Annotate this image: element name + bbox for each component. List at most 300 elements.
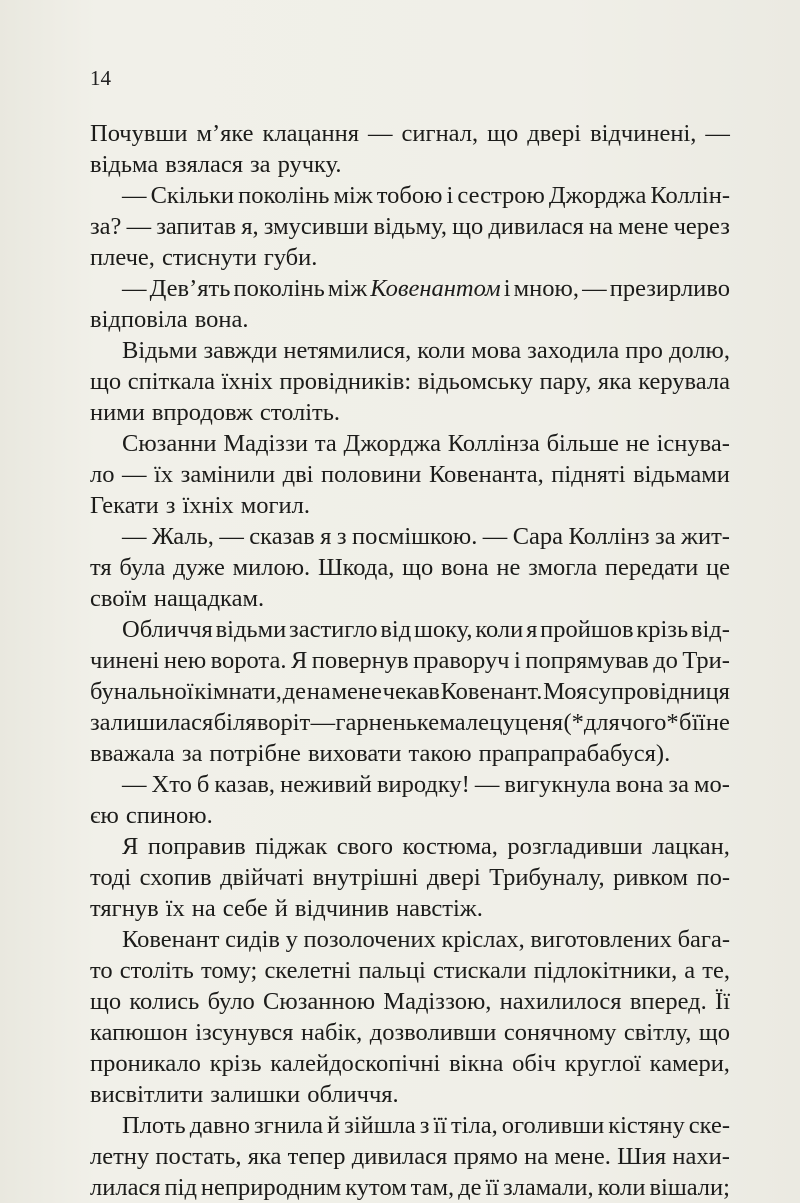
word: зійшла bbox=[344, 1112, 416, 1139]
word: і bbox=[513, 647, 521, 674]
word: впродовж bbox=[151, 399, 253, 426]
text-line bbox=[90, 335, 730, 366]
word: існува- bbox=[656, 430, 730, 457]
word: плече, bbox=[90, 244, 155, 271]
word: під bbox=[164, 1174, 197, 1201]
word: воріт bbox=[256, 709, 311, 736]
word: ними bbox=[90, 399, 145, 426]
word: попрямував bbox=[525, 647, 649, 674]
word: з bbox=[336, 523, 347, 550]
word: нащадкам. bbox=[153, 585, 265, 612]
word: посмішкою. bbox=[351, 523, 478, 550]
text-line bbox=[90, 738, 730, 769]
text-line bbox=[90, 180, 730, 211]
word: від bbox=[380, 616, 412, 643]
word: — bbox=[122, 275, 147, 302]
word: там, bbox=[410, 1174, 455, 1201]
word: я bbox=[320, 523, 332, 550]
text-line bbox=[90, 831, 730, 862]
text-line bbox=[90, 924, 730, 955]
word: нетямилися, bbox=[283, 337, 412, 364]
word: а bbox=[684, 957, 696, 984]
word: мале bbox=[439, 709, 489, 736]
word: оголивши bbox=[501, 1112, 605, 1139]
word: — bbox=[368, 120, 393, 147]
text-line bbox=[90, 893, 730, 924]
word: внутрішні bbox=[312, 864, 419, 891]
word: бунальної bbox=[90, 678, 194, 705]
word: і bbox=[503, 275, 511, 302]
word: ізсунувся bbox=[195, 1019, 294, 1046]
word: б bbox=[196, 771, 210, 798]
word: біля bbox=[213, 709, 257, 736]
word: кріслах, bbox=[441, 926, 525, 953]
word: за? bbox=[90, 213, 122, 240]
word: Шкода, bbox=[317, 554, 395, 581]
word: чого* bbox=[620, 709, 679, 736]
word: піджак bbox=[255, 833, 328, 860]
text-line bbox=[90, 211, 730, 242]
word: праворуч bbox=[413, 647, 510, 674]
word: тоді bbox=[90, 864, 132, 891]
word: Трибуналу, bbox=[489, 864, 605, 891]
word: такою bbox=[408, 740, 472, 767]
word: заходила bbox=[527, 337, 620, 364]
word: — bbox=[126, 213, 152, 240]
word: з bbox=[165, 492, 176, 519]
word: між bbox=[333, 182, 373, 209]
word: давно bbox=[189, 1112, 250, 1139]
word: Мадіззи bbox=[223, 430, 309, 457]
word: між bbox=[327, 275, 368, 302]
word: що bbox=[698, 1019, 730, 1046]
word: бага- bbox=[677, 926, 730, 953]
word: тобою bbox=[376, 182, 443, 209]
word: Хто bbox=[151, 771, 192, 798]
text-line bbox=[90, 614, 730, 645]
word: сидів bbox=[225, 926, 280, 953]
word: Шия bbox=[617, 1143, 667, 1170]
word: за bbox=[668, 771, 689, 798]
word: вікна bbox=[449, 1050, 504, 1077]
word: відповіла bbox=[90, 306, 188, 333]
text-line bbox=[90, 1172, 730, 1203]
word: поколінь bbox=[233, 275, 325, 302]
word: замінили bbox=[180, 461, 276, 488]
text-line bbox=[90, 707, 730, 738]
word: я, bbox=[241, 213, 259, 240]
word: сигнал, bbox=[401, 120, 479, 147]
word: камери, bbox=[649, 1050, 730, 1077]
word: тя bbox=[90, 554, 112, 581]
word: вона. bbox=[194, 306, 249, 333]
text-line bbox=[90, 862, 730, 893]
word: — bbox=[122, 523, 147, 550]
word: що bbox=[452, 213, 484, 240]
word: — bbox=[705, 120, 730, 147]
word: до bbox=[653, 647, 678, 674]
word: коли bbox=[417, 337, 466, 364]
word: навстіж. bbox=[395, 895, 483, 922]
word: могил. bbox=[240, 492, 310, 519]
word: — bbox=[310, 709, 336, 736]
text-line bbox=[90, 1017, 730, 1048]
text-line bbox=[90, 490, 730, 521]
text-line bbox=[90, 1048, 730, 1079]
word: на bbox=[306, 678, 331, 705]
word: вважала bbox=[90, 740, 175, 767]
word: підлокітники, bbox=[533, 957, 678, 984]
word: пройшов bbox=[540, 616, 634, 643]
text-line bbox=[90, 769, 730, 800]
word: відьми bbox=[215, 616, 287, 643]
word: керувала bbox=[638, 368, 730, 395]
word: відьомську bbox=[417, 368, 533, 395]
word: застигло bbox=[289, 616, 378, 643]
word: мова bbox=[471, 337, 522, 364]
word: Сара bbox=[512, 523, 564, 550]
word: ворота. bbox=[210, 647, 287, 674]
word: мене bbox=[618, 213, 669, 240]
text-line bbox=[90, 118, 730, 149]
word: залишки bbox=[210, 1081, 301, 1108]
word: тому; bbox=[200, 957, 258, 984]
text-line bbox=[90, 645, 730, 676]
word: Коллінз bbox=[568, 523, 650, 550]
word: Три- bbox=[682, 647, 730, 674]
word: не bbox=[496, 554, 521, 581]
word: ручку. bbox=[277, 151, 342, 178]
word: те, bbox=[702, 957, 730, 984]
word: завжди bbox=[203, 337, 278, 364]
word: двійчаті bbox=[220, 864, 305, 891]
word: Обличчя bbox=[122, 616, 213, 643]
word: єю bbox=[90, 802, 119, 829]
word: пальці bbox=[358, 957, 426, 984]
word: провідників: bbox=[279, 368, 412, 395]
word: й bbox=[274, 895, 288, 922]
word: від- bbox=[690, 616, 730, 643]
word: — bbox=[122, 182, 147, 209]
word: передати bbox=[604, 554, 699, 581]
word: Ковенантом bbox=[370, 275, 501, 302]
word: обіч bbox=[512, 1050, 556, 1077]
word: шоку, bbox=[413, 616, 473, 643]
text-line bbox=[90, 986, 730, 1017]
word: свого bbox=[336, 833, 393, 860]
word: проникало bbox=[90, 1050, 201, 1077]
word: залишилася bbox=[90, 709, 214, 736]
word: за bbox=[181, 740, 203, 767]
word: вигукнула bbox=[504, 771, 611, 798]
text-line bbox=[90, 459, 730, 490]
word: й bbox=[327, 1112, 341, 1139]
word: вона bbox=[440, 554, 489, 581]
word: Відьми bbox=[122, 337, 198, 364]
word: поправив bbox=[147, 833, 246, 860]
page-number: 14 bbox=[90, 66, 111, 90]
word: дивилася bbox=[488, 213, 584, 240]
word: яка bbox=[247, 1143, 282, 1170]
word: вона bbox=[615, 771, 664, 798]
word: калейдоскопічні bbox=[270, 1050, 441, 1077]
word: дві bbox=[282, 461, 314, 488]
word: Почувши bbox=[90, 120, 188, 147]
word: Джорджа bbox=[343, 430, 441, 457]
word: — bbox=[482, 523, 508, 550]
word: пару, bbox=[539, 368, 592, 395]
word: чекав bbox=[382, 678, 440, 705]
word: тіла, bbox=[450, 1112, 498, 1139]
word: спиною. bbox=[125, 802, 213, 829]
word: що bbox=[487, 120, 519, 147]
word: двері bbox=[426, 864, 481, 891]
word: то bbox=[90, 957, 113, 984]
text-line bbox=[90, 583, 730, 614]
word: — bbox=[122, 461, 147, 488]
word: костюма, bbox=[402, 833, 498, 860]
word: я bbox=[526, 616, 538, 643]
word: виготовлених bbox=[530, 926, 672, 953]
word: себе bbox=[222, 895, 268, 922]
word: — bbox=[582, 275, 607, 302]
text-line bbox=[90, 149, 730, 180]
word: своїм bbox=[90, 585, 147, 612]
word: та bbox=[314, 430, 337, 457]
word: клацання bbox=[262, 120, 360, 147]
word: презирливо bbox=[609, 275, 730, 302]
word: століть. bbox=[259, 399, 341, 426]
word: за bbox=[655, 523, 676, 550]
word: століть bbox=[119, 957, 194, 984]
word: скелетні bbox=[264, 957, 352, 984]
word: прапрапрабабуся). bbox=[478, 740, 671, 767]
word: ло bbox=[90, 461, 115, 488]
word: виродку! bbox=[376, 771, 470, 798]
word: їхніх bbox=[221, 368, 273, 395]
word: не bbox=[625, 430, 650, 457]
word: Ковенанта, bbox=[428, 461, 544, 488]
word: схопив bbox=[139, 864, 212, 891]
word: тягнув bbox=[90, 895, 159, 922]
word: сестрою bbox=[457, 182, 545, 209]
word: долю, bbox=[668, 337, 730, 364]
word: цуценя bbox=[489, 709, 564, 736]
word: згнила bbox=[253, 1112, 324, 1139]
word: Сюзанною bbox=[263, 988, 376, 1015]
text-line bbox=[90, 800, 730, 831]
text-line bbox=[90, 521, 730, 552]
word: на bbox=[588, 213, 613, 240]
word: сонячному bbox=[503, 1019, 617, 1046]
word: відчинені, bbox=[590, 120, 697, 147]
word: розгладивши bbox=[507, 833, 643, 860]
word: про bbox=[625, 337, 663, 364]
word: б bbox=[679, 709, 692, 736]
text-line bbox=[90, 304, 730, 335]
word: жит- bbox=[681, 523, 730, 550]
word: Плоть bbox=[122, 1112, 186, 1139]
word: Коллін- bbox=[650, 182, 730, 209]
text-line bbox=[90, 397, 730, 428]
word: їхніх bbox=[182, 492, 234, 519]
body-text bbox=[90, 118, 730, 1203]
word: вперед. bbox=[629, 988, 707, 1015]
word: лацкан, bbox=[652, 833, 730, 860]
word: Ковенант. bbox=[440, 678, 543, 705]
word: її bbox=[433, 1112, 447, 1139]
word: у bbox=[285, 926, 298, 953]
text-line bbox=[90, 552, 730, 583]
word: прямо bbox=[453, 1143, 518, 1170]
word: стискали bbox=[432, 957, 527, 984]
word: вішали; bbox=[649, 1174, 730, 1201]
word: постать, bbox=[155, 1143, 242, 1170]
word: — bbox=[474, 771, 500, 798]
word: — bbox=[122, 771, 147, 798]
word: круглої bbox=[564, 1050, 641, 1077]
word: (*для bbox=[563, 709, 620, 736]
word: не bbox=[705, 709, 730, 736]
word: набік, bbox=[300, 1019, 363, 1046]
word: колись bbox=[129, 988, 200, 1015]
word: відчинив bbox=[294, 895, 389, 922]
word: Моя bbox=[543, 678, 588, 705]
text-line bbox=[90, 676, 730, 707]
word: позолочених bbox=[303, 926, 436, 953]
word: на bbox=[524, 1143, 549, 1170]
word: мо- bbox=[693, 771, 730, 798]
word: їх bbox=[154, 461, 174, 488]
word: зламали, bbox=[502, 1174, 594, 1201]
word: чинені bbox=[90, 647, 160, 674]
word: неприродним bbox=[200, 1174, 342, 1201]
word: Гекати bbox=[90, 492, 159, 519]
word: ривком bbox=[613, 864, 688, 891]
word: потрібне bbox=[209, 740, 301, 767]
text-line bbox=[90, 1110, 730, 1141]
word: крізь bbox=[636, 616, 689, 643]
word: змогла bbox=[528, 554, 598, 581]
word: Мадіззою, bbox=[383, 988, 492, 1015]
word: — bbox=[219, 523, 244, 550]
word: Я bbox=[122, 833, 139, 860]
word: через bbox=[673, 213, 730, 240]
word: була bbox=[119, 554, 166, 581]
word: взялася bbox=[165, 151, 243, 178]
word: було bbox=[207, 988, 255, 1015]
word: де bbox=[458, 1174, 482, 1201]
word: нахи- bbox=[672, 1143, 730, 1170]
word: відьма bbox=[90, 151, 159, 178]
word: нахилилося bbox=[499, 988, 622, 1015]
word: дозволивши bbox=[369, 1019, 497, 1046]
word: Її bbox=[715, 988, 730, 1015]
word: Дев’ять bbox=[149, 275, 231, 302]
text-line bbox=[90, 955, 730, 986]
word: сказав bbox=[249, 523, 315, 550]
word: висвітлити bbox=[90, 1081, 204, 1108]
word: що bbox=[90, 368, 122, 395]
word: тепер bbox=[287, 1143, 346, 1170]
word: кімнати, bbox=[194, 678, 282, 705]
word: змусивши bbox=[263, 213, 369, 240]
word: це bbox=[706, 554, 730, 581]
text-line bbox=[90, 1141, 730, 1172]
word: поколінь bbox=[238, 182, 330, 209]
word: по- bbox=[696, 864, 730, 891]
word: Сюзанни bbox=[122, 430, 217, 457]
word: яка bbox=[597, 368, 632, 395]
text-line bbox=[90, 1079, 730, 1110]
word: Ковенант bbox=[122, 926, 220, 953]
text-line bbox=[90, 428, 730, 459]
word: супровідниця bbox=[588, 678, 730, 705]
word: з bbox=[419, 1112, 430, 1139]
word: кутом bbox=[345, 1174, 407, 1201]
word: їх bbox=[165, 895, 185, 922]
word: її bbox=[691, 709, 706, 736]
word: нею bbox=[163, 647, 207, 674]
word: відьму, bbox=[373, 213, 447, 240]
word: ске- bbox=[688, 1112, 730, 1139]
word: де bbox=[282, 678, 306, 705]
word: летну bbox=[90, 1143, 150, 1170]
word: що bbox=[90, 988, 122, 1015]
word: губи. bbox=[263, 244, 318, 271]
word: дуже bbox=[173, 554, 225, 581]
word: і bbox=[446, 182, 454, 209]
word: виховати bbox=[307, 740, 402, 767]
word: двері bbox=[527, 120, 582, 147]
word: стиснути bbox=[161, 244, 257, 271]
text-line bbox=[90, 273, 730, 304]
word: світлу, bbox=[623, 1019, 692, 1046]
word: Скільки bbox=[150, 182, 235, 209]
word: гарненьке bbox=[335, 709, 440, 736]
word: мене bbox=[331, 678, 382, 705]
word: казав, bbox=[214, 771, 276, 798]
word: кістяну bbox=[608, 1112, 685, 1139]
word: крізь bbox=[209, 1050, 262, 1077]
word: що bbox=[402, 554, 434, 581]
word: за bbox=[250, 151, 271, 178]
word: неживий bbox=[280, 771, 372, 798]
word: її bbox=[485, 1174, 500, 1201]
word: Жаль, bbox=[151, 523, 214, 550]
word: підняті bbox=[551, 461, 626, 488]
word: лилася bbox=[90, 1174, 161, 1201]
word: Я bbox=[290, 647, 308, 674]
word: мною, bbox=[513, 275, 579, 302]
word: коли bbox=[597, 1174, 646, 1201]
word: половини bbox=[320, 461, 422, 488]
word: запитав bbox=[156, 213, 237, 240]
word: коли bbox=[475, 616, 524, 643]
word: більше bbox=[546, 430, 619, 457]
text-line bbox=[90, 366, 730, 397]
text-line bbox=[90, 242, 730, 273]
word: на bbox=[191, 895, 216, 922]
word: дивилася bbox=[351, 1143, 448, 1170]
word: обличчя. bbox=[307, 1081, 399, 1108]
word: спіткала bbox=[127, 368, 215, 395]
word: милою. bbox=[232, 554, 311, 581]
word: Джорджа bbox=[548, 182, 647, 209]
word: м’яке bbox=[196, 120, 254, 147]
word: повернув bbox=[311, 647, 409, 674]
word: мене. bbox=[554, 1143, 611, 1170]
